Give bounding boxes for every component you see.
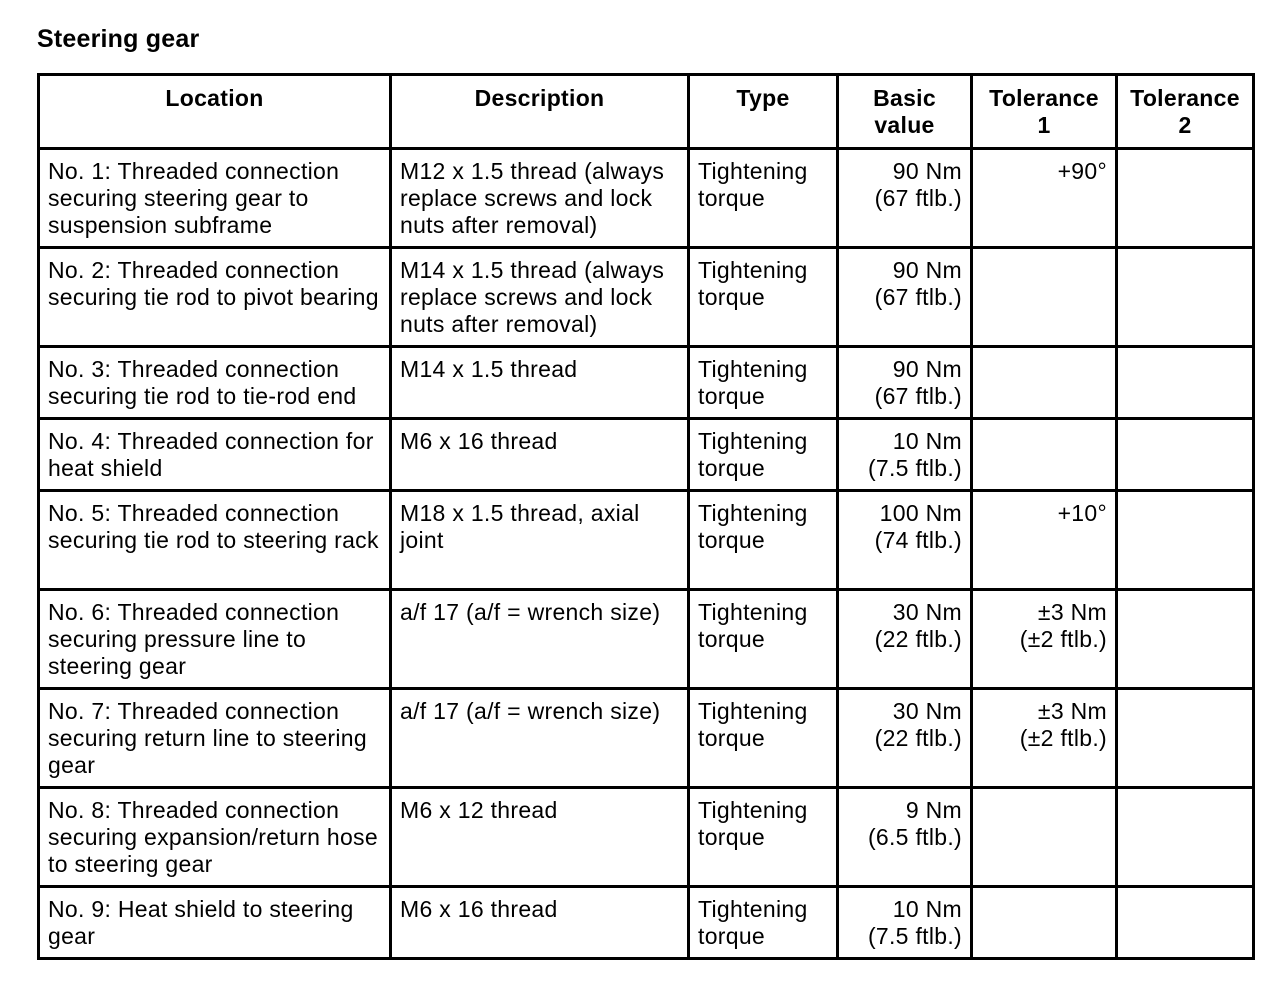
- cell-description: M6 x 16 thread: [392, 888, 690, 960]
- torque-spec-table: [37, 73, 1255, 960]
- cell-basic-value: 10 Nm (7.5 ftlb.): [839, 420, 973, 492]
- cell-tolerance-2: [1118, 591, 1255, 690]
- cell-description: a/f 17 (a/f = wrench size): [392, 690, 690, 789]
- cell-basic-value: 100 Nm (74 ftlb.): [839, 492, 973, 591]
- cell-type: Tightening torque: [690, 150, 839, 249]
- cell-location: No. 6: Threaded connection securing pressure line to steering gear: [40, 591, 392, 690]
- header-basic-value: Basic value: [839, 76, 973, 150]
- cell-description: M18 x 1.5 thread, axial joint: [392, 492, 690, 591]
- cell-location: No. 2: Threaded connection securing tie rod to pivot bearing: [40, 249, 392, 348]
- cell-tolerance-2: [1118, 492, 1255, 591]
- cell-tolerance-1: [973, 789, 1118, 888]
- table-row: [40, 591, 1255, 690]
- cell-description: M12 x 1.5 thread (always replace screws and lock nuts after removal): [392, 150, 690, 249]
- cell-location: No. 9: Heat shield to steering gear: [40, 888, 392, 960]
- cell-tolerance-2: [1118, 249, 1255, 348]
- cell-description: M6 x 16 thread: [392, 420, 690, 492]
- header-tolerance-2: Tolerance 2: [1118, 76, 1255, 150]
- cell-location: No. 4: Threaded connection for heat shield: [40, 420, 392, 492]
- cell-basic-value: 90 Nm (67 ftlb.): [839, 348, 973, 420]
- table-row: [40, 420, 1255, 492]
- table-row: [40, 888, 1255, 960]
- cell-type: Tightening torque: [690, 348, 839, 420]
- cell-type: Tightening torque: [690, 249, 839, 348]
- cell-tolerance-1: +10°: [973, 492, 1118, 591]
- cell-type: Tightening torque: [690, 690, 839, 789]
- page-title: Steering gear: [37, 25, 200, 53]
- cell-location: No. 8: Threaded connection securing expansion/return hose to steering gear: [40, 789, 392, 888]
- table-header-row: [40, 76, 1255, 150]
- table-row: [40, 150, 1255, 249]
- cell-description: M6 x 12 thread: [392, 789, 690, 888]
- cell-basic-value: 10 Nm (7.5 ftlb.): [839, 888, 973, 960]
- cell-description: M14 x 1.5 thread (always replace screws and lock nuts after removal): [392, 249, 690, 348]
- header-type: Type: [690, 76, 839, 150]
- cell-location: No. 5: Threaded connection securing tie rod to steering rack: [40, 492, 392, 591]
- cell-tolerance-1: ±3 Nm (±2 ftlb.): [973, 690, 1118, 789]
- cell-basic-value: 90 Nm (67 ftlb.): [839, 150, 973, 249]
- cell-type: Tightening torque: [690, 591, 839, 690]
- table-row: [40, 249, 1255, 348]
- cell-tolerance-2: [1118, 150, 1255, 249]
- cell-tolerance-2: [1118, 789, 1255, 888]
- cell-tolerance-1: ±3 Nm (±2 ftlb.): [973, 591, 1118, 690]
- cell-tolerance-1: [973, 888, 1118, 960]
- cell-tolerance-1: [973, 420, 1118, 492]
- table-row: [40, 690, 1255, 789]
- cell-description: M14 x 1.5 thread: [392, 348, 690, 420]
- cell-type: Tightening torque: [690, 420, 839, 492]
- header-description: Description: [392, 76, 690, 150]
- cell-tolerance-1: [973, 249, 1118, 348]
- cell-tolerance-2: [1118, 690, 1255, 789]
- cell-type: Tightening torque: [690, 492, 839, 591]
- cell-type: Tightening torque: [690, 888, 839, 960]
- cell-tolerance-2: [1118, 420, 1255, 492]
- cell-tolerance-2: [1118, 348, 1255, 420]
- cell-location: No. 7: Threaded connection securing return line to steering gear: [40, 690, 392, 789]
- cell-basic-value: 30 Nm (22 ftlb.): [839, 690, 973, 789]
- cell-location: No. 1: Threaded connection securing steering gear to suspension subframe: [40, 150, 392, 249]
- table-row: [40, 348, 1255, 420]
- cell-basic-value: 90 Nm (67 ftlb.): [839, 249, 973, 348]
- cell-tolerance-2: [1118, 888, 1255, 960]
- cell-basic-value: 30 Nm (22 ftlb.): [839, 591, 973, 690]
- table-row: [40, 492, 1255, 591]
- table-row: [40, 789, 1255, 888]
- cell-location: No. 3: Threaded connection securing tie rod to tie-rod end: [40, 348, 392, 420]
- cell-description: a/f 17 (a/f = wrench size): [392, 591, 690, 690]
- cell-tolerance-1: +90°: [973, 150, 1118, 249]
- header-location: Location: [40, 76, 392, 150]
- cell-tolerance-1: [973, 348, 1118, 420]
- header-tolerance-1: Tolerance 1: [973, 76, 1118, 150]
- cell-type: Tightening torque: [690, 789, 839, 888]
- cell-basic-value: 9 Nm (6.5 ftlb.): [839, 789, 973, 888]
